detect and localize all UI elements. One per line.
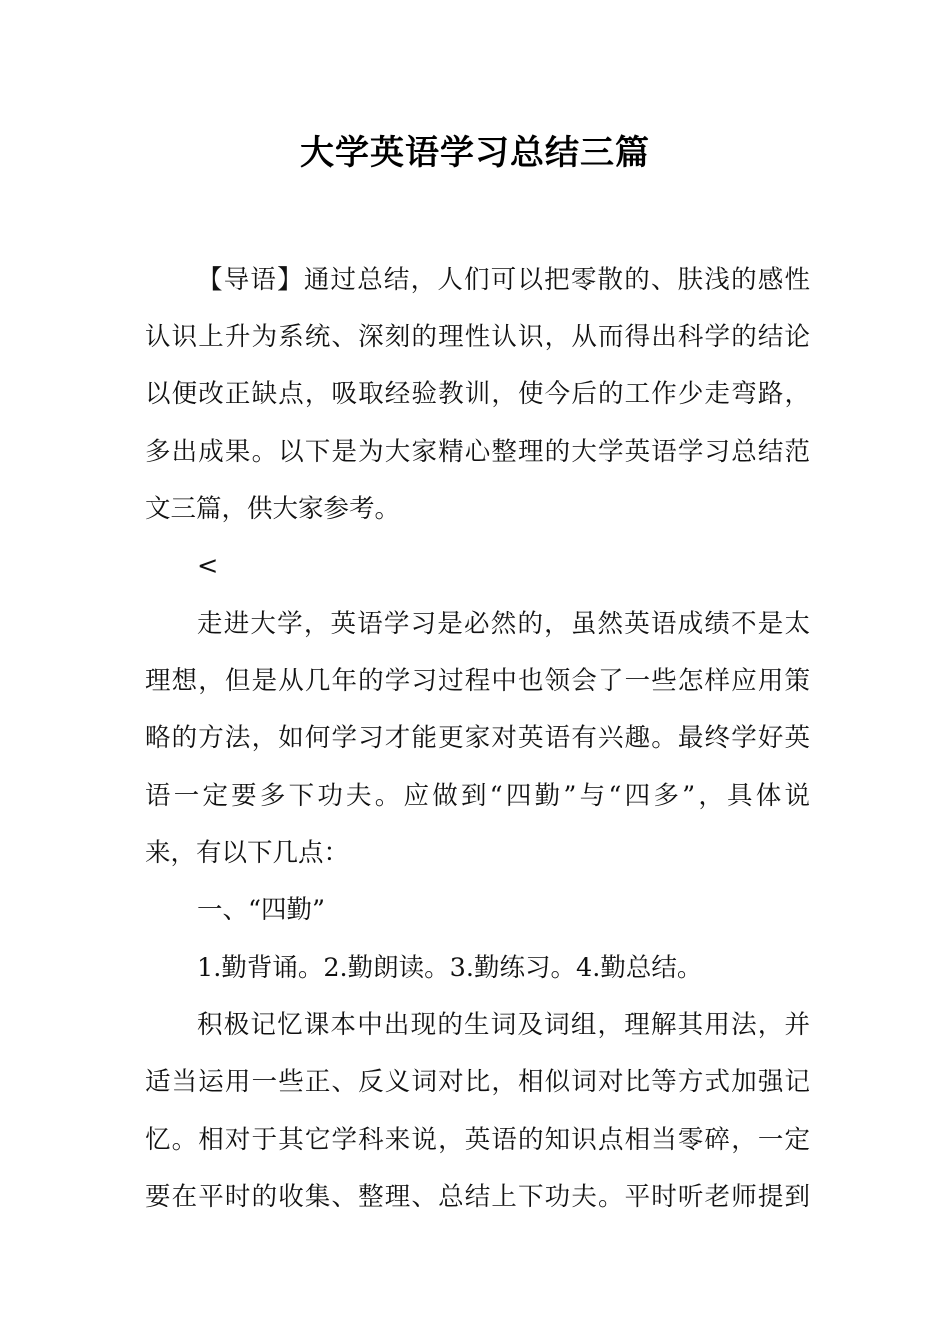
paragraph-line: 忆。相对于其它学科来说，英语的知识点相当零碎，一定: [145, 1125, 810, 1155]
section-heading: 一、“四勤”: [197, 895, 326, 925]
paragraph-line: 要在平时的收集、整理、总结上下功夫。平时听老师提到: [145, 1182, 810, 1212]
paragraph-line: 理想，但是从几年的学习过程中也领会了一些怎样应用策: [145, 666, 810, 696]
paragraph-line: 以便改正缺点，吸取经验教训，使今后的工作少走弯路，: [145, 379, 810, 409]
paragraph-line: 文三篇，供大家参考。: [145, 494, 401, 524]
paragraph-line: 来，有以下几点：: [145, 838, 350, 868]
paragraph-line: <: [197, 551, 219, 581]
paragraph-line: 积极记忆课本中出现的生词及词组，理解其用法，并: [197, 1010, 810, 1040]
paragraph-line: 语一定要多下功夫。应做到“四勤”与“四多”，具体说: [145, 781, 810, 811]
paragraph-line: 多出成果。以下是为大家精心整理的大学英语学习总结范: [145, 437, 810, 467]
paragraph-line: 1.勤背诵。2.勤朗读。3.勤练习。4.勤总结。: [197, 953, 703, 983]
paragraph-line: 适当运用一些正、反义词对比，相似词对比等方式加强记: [145, 1067, 810, 1097]
paragraph-line: 【导语】通过总结，人们可以把零散的、肤浅的感性: [197, 265, 810, 295]
page-title: 大学英语学习总结三篇: [300, 133, 650, 173]
paragraph-line: 认识上升为系统、深刻的理性认识，从而得出科学的结论: [145, 322, 810, 352]
paragraph-line: 走进大学，英语学习是必然的，虽然英语成绩不是太: [197, 609, 810, 639]
paragraph-line: 略的方法，如何学习才能更家对英语有兴趣。最终学好英: [145, 723, 810, 753]
